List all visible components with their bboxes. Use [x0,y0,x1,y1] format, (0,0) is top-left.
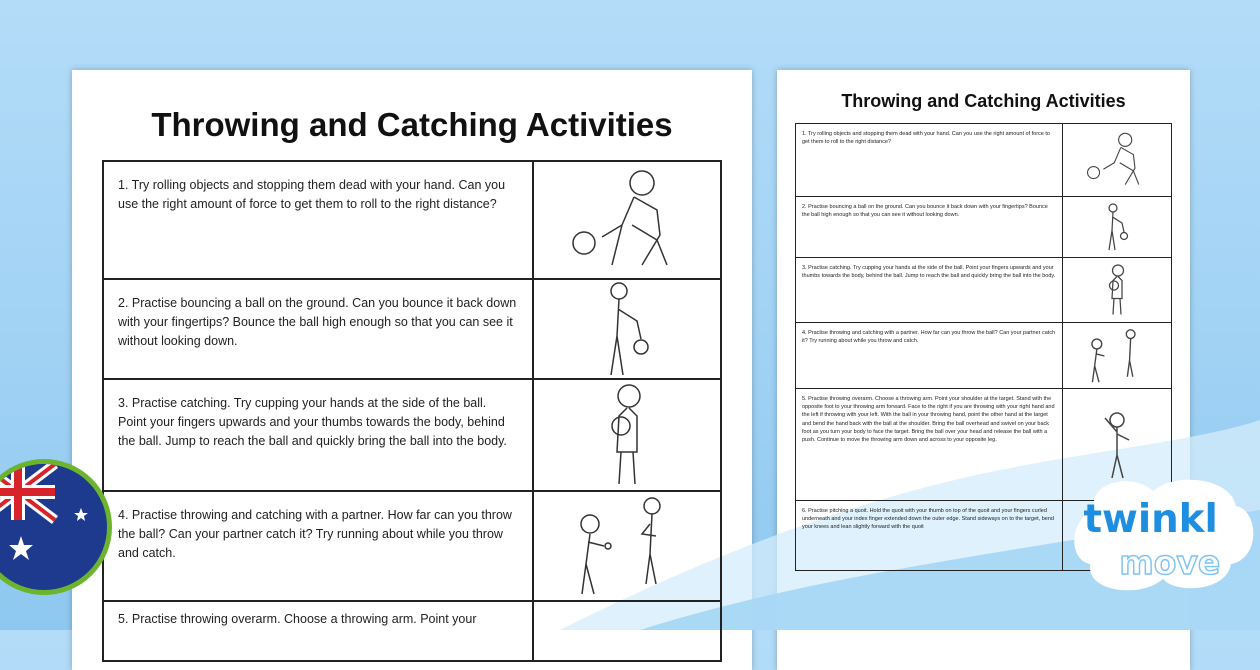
table-row [103,379,721,491]
activity-text: 4. Practise throwing and catching with a partner. How far can you throw the ball? Can your partner catch it? Try running about while you throw and catch. [796,323,1063,389]
activities-table [102,160,722,662]
illustration-bouncing [1063,197,1172,258]
activity-text: 2. Practise bouncing a ball on the ground. Can you bounce it back down with your fingertips? Bounce the ball high enough so that you can see it without looking down. [103,279,533,379]
illustration-cell [533,601,721,661]
activity-text: 3. Practise catching. Try cupping your hands at the side of the ball. Point your fingers upwards and your thumbs towards the body, behind the ball. Jump to reach the ball and quickly bring the ball into the body. [796,258,1063,323]
illustration-catching [1063,258,1172,323]
activity-text: 5. Practise throwing overarm. Choose a throwing arm. Point your [103,601,533,661]
illustration-partners [533,491,721,601]
activity-text: 6. Practise pitching a quoit. Hold the quoit with your thumb on top of the quoit and your fingers curled underneath and your index finger extended down the outer edge. Stand sideways on to the target, bend your knees and lean slightly forward with the quoit [796,501,1063,571]
table-row [796,258,1172,323]
illustration-rolling [533,161,721,279]
illustration-rolling [1063,124,1172,197]
svg-text:move: move [1119,542,1221,582]
illustration-catching [533,379,721,491]
illustration-partners [1063,323,1172,389]
worksheet-page-front [72,70,752,670]
table-row [103,491,721,601]
table-row [796,124,1172,197]
activity-text: 2. Practise bouncing a ball on the ground. Can you bounce it back down with your fingertips? Bounce the ball high enough so that you can see it without looking down. [796,197,1063,258]
worksheet-title: Throwing and Catching Activities [151,106,673,143]
activity-text: 1. Try rolling objects and stopping them dead with your hand. Can you use the right amount of force to get them to roll to the right distance? [103,161,533,279]
table-row [796,323,1172,389]
activity-text: 5. Practise throwing overarm. Choose a throwing arm. Point your shoulder at the target. Stand with the opposite foot to your throwing arm forward. Face to the right if you are throwing with your right hand and the left if throwing with your left. With the ball in your throwing hand, point the other hand at the target and bend the hand back with the ball at the shoulder. Bring the ball overhead and swivel on your back foot as you turn your body to face the target. Bring the ball over your head and release the ball with a push. Continue to move the throwing arm down and across to your opposite leg. [796,389,1063,501]
worksheet-title: Throwing and Catching Activities [841,91,1126,111]
illustration-bouncing [533,279,721,379]
table-row [103,601,721,661]
table-row [796,197,1172,258]
table-row [103,161,721,279]
activity-text: 1. Try rolling objects and stopping them dead with your hand. Can you use the right amount of force to get them to roll to the right distance? [796,124,1063,197]
table-row [103,279,721,379]
twinkl-move-logo [1066,470,1260,605]
activity-text: 3. Practise catching. Try cupping your hands at the side of the ball. Point your fingers upwards and your thumbs towards the body, behind the ball. Jump to reach the ball and quickly bring the ball into the body. [103,379,533,491]
activity-text: 4. Practise throwing and catching with a partner. How far can you throw the ball? Can your partner catch it? Try running about while you throw and catch. [103,491,533,601]
svg-text:twinkl: twinkl [1083,497,1218,543]
